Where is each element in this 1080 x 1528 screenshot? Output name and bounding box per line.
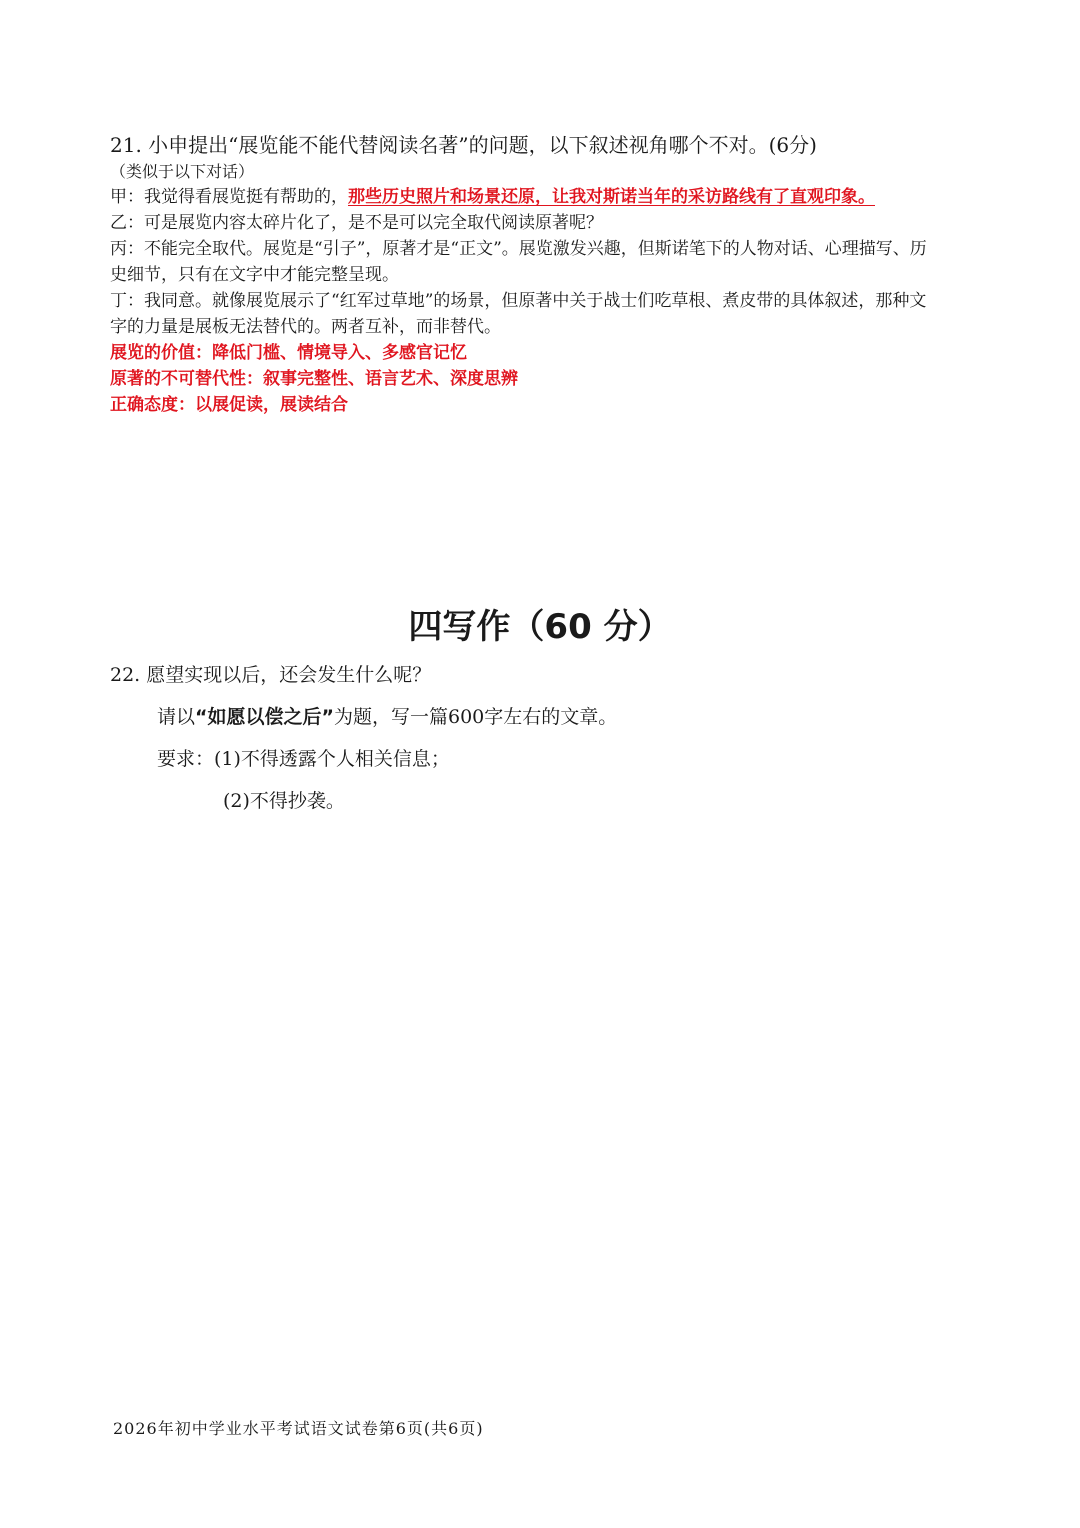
- dialogue-jia: [110, 184, 930, 210]
- answer-line-1: 展览的价值：降低门槛、情境导入、多感官记忆: [110, 343, 467, 363]
- question-21-title: 21. 小申提出“展览能不能代替阅读名著”的问题，以下叙述视角哪个不对。(6分): [110, 133, 817, 157]
- question-22: [110, 660, 930, 816]
- prompt-prefix: 请以: [157, 706, 196, 728]
- writing-prompt: [110, 702, 930, 732]
- dialogue-jia-highlight: 那些历史照片和场景还原，让我对斯诺当年的采访路线有了直观印象。: [348, 187, 875, 207]
- answer-line-3: 正确态度：以展促读，展读结合: [110, 395, 348, 415]
- dialogue-hint: （类似于以下对话）: [110, 162, 255, 181]
- section-heading-writing: 四写作（60 分）: [408, 607, 672, 647]
- dialogue-bing: 丙：不能完全取代。展览是“引子”，原著才是“正文”。展览激发兴趣，但斯诺笔下的人物对话、心理描写、历史细节，只有在文字中才能完整呈现。: [110, 239, 927, 285]
- essay-title: “如愿以偿之后”: [195, 706, 334, 728]
- requirement-label: 要求：: [157, 748, 215, 770]
- prompt-suffix: 为题，写一篇600字左右的文章。: [334, 706, 618, 728]
- question-22-text: 22. 愿望实现以后，还会发生什么呢？: [110, 664, 432, 686]
- requirement-1-text: (1)不得透露个人相关信息；: [214, 748, 450, 770]
- requirement-1: [110, 744, 930, 774]
- dialogue-jia-text: 甲：我觉得看展览挺有帮助的，: [110, 187, 348, 207]
- answer-line-2: 原著的不可替代性：叙事完整性、语言艺术、深度思辨: [110, 369, 518, 389]
- question-21: [110, 130, 930, 418]
- requirement-2: (2)不得抄袭。: [223, 790, 345, 812]
- dialogue-yi: 乙：可是展览内容太碎片化了，是不是可以完全取代阅读原著呢？: [110, 213, 603, 233]
- dialogue-ding: 丁：我同意。就像展览展示了“红军过草地”的场景，但原著中关于战士们吃草根、煮皮带的具体叙述，那种文字的力量是展板无法替代的。两者互补，而非替代。: [110, 291, 927, 337]
- page-footer: 2026年初中学业水平考试语文试卷第6页(共6页): [113, 1419, 484, 1438]
